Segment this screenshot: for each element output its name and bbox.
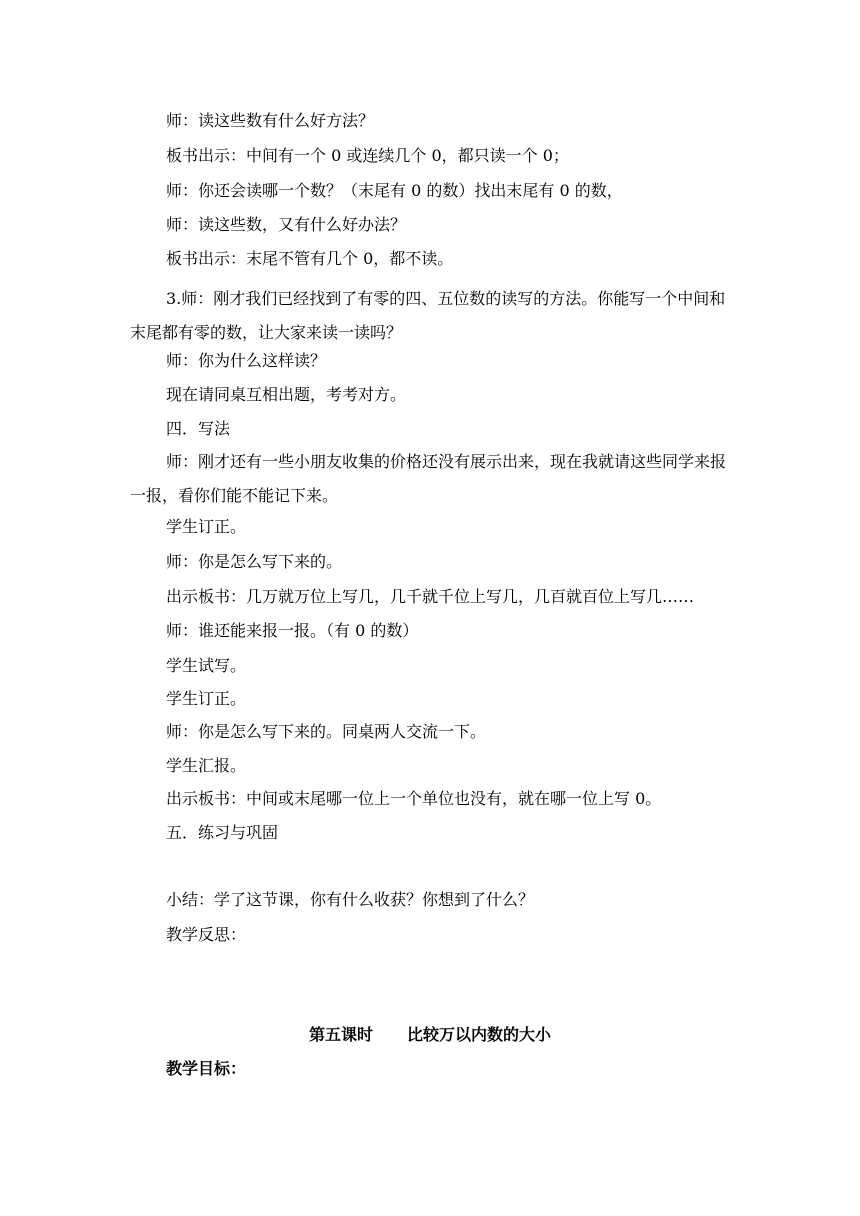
text-line: 师：你还会读哪一个数？（末尾有 0 的数）找出末尾有 0 的数， — [166, 181, 623, 200]
text-line: 学生汇报。 — [166, 756, 247, 775]
summary-line: 小结：学了这节课，你有什么收获？你想到了什么？ — [166, 890, 535, 909]
text-line: 现在请同桌互相出题，考考对方。 — [166, 385, 407, 404]
text-line: 出示板书：中间或末尾哪一位上一个单位也没有，就在哪一位上写 0。 — [166, 789, 662, 808]
text-line: 师：你是怎么写下来的。同桌两人交流一下。 — [166, 722, 487, 741]
reflection-label: 教学反思： — [166, 925, 247, 944]
objectives-label: 教学目标： — [166, 1059, 247, 1078]
text-paragraph: 3.师：刚才我们已经找到了有零的四、五位数的读写的方法。你能写一个中间和末尾都有零的数，让大家来读一读吗？ — [130, 289, 726, 342]
lesson-number: 第五课时 — [308, 1025, 373, 1044]
text-line: 师：你为什么这样读？ — [166, 351, 327, 370]
text-line: 学生试写。 — [166, 656, 247, 675]
text-line: 师：你是怎么写下来的。 — [166, 552, 343, 571]
text-line: 出示板书：几万就万位上写几，几千就千位上写几，几百就百位上写几…… — [166, 587, 695, 606]
text-line: 学生订正。 — [166, 689, 247, 708]
section-label: 四．写法 — [166, 419, 231, 438]
text-line: 师：读这些数有什么好方法？ — [166, 111, 375, 130]
text-line: 师：谁还能来报一报。（有 0 的数） — [166, 621, 419, 640]
section-label: 五．练习与巩固 — [166, 823, 279, 842]
text-line: 学生订正。 — [166, 517, 247, 536]
text-paragraph: 师：刚才还有一些小朋友收集的价格还没有展示出来，现在我就请这些同学来报一报，看你们能不能记下来。 — [130, 452, 727, 505]
text-line: 板书出示：中间有一个 0 或连续几个 0，都只读一个 0； — [166, 146, 569, 165]
text-line: 师：读这些数，又有什么好办法？ — [166, 215, 407, 234]
lesson-title: 比较万以内数的大小 — [407, 1025, 552, 1044]
lesson-heading — [0, 1025, 860, 1045]
text-line: 板书出示：末尾不管有几个 0，都不读。 — [166, 249, 454, 268]
